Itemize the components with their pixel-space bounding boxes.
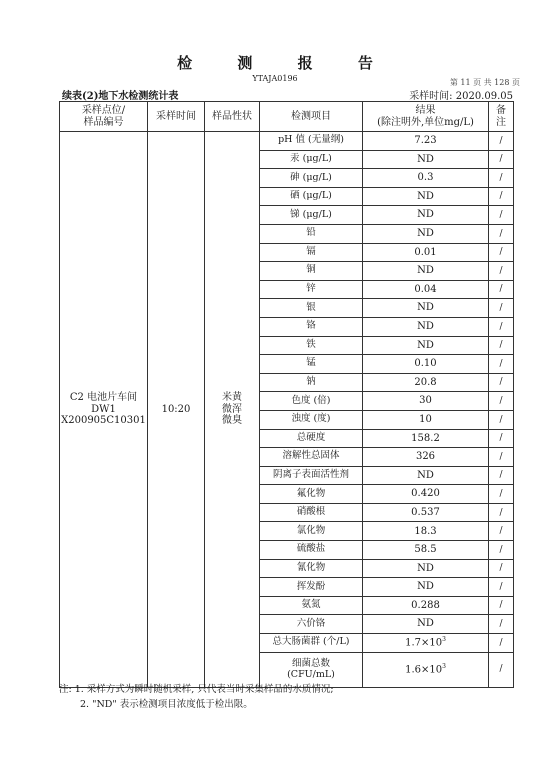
result-cell: ND	[363, 466, 489, 485]
remark-cell: /	[489, 559, 514, 578]
result-cell: ND	[363, 262, 489, 281]
remark-cell: /	[489, 317, 514, 336]
remark-cell: /	[489, 634, 514, 653]
item-cell: pH 值 (无量纲)	[260, 132, 363, 151]
remark-cell: /	[489, 336, 514, 355]
item-cell: 硒 (μg/L)	[260, 187, 363, 206]
sample-time-cell: 10:20	[148, 132, 205, 688]
report-title: 检 测 报 告	[177, 54, 393, 72]
result-cell: ND	[363, 615, 489, 634]
result-cell: ND	[363, 317, 489, 336]
document-number: YTAJA0196	[252, 74, 298, 83]
result-cell: 0.01	[363, 243, 489, 262]
remark-cell: /	[489, 466, 514, 485]
item-cell: 挥发酚	[260, 578, 363, 597]
result-cell: ND	[363, 559, 489, 578]
result-cell: ND	[363, 336, 489, 355]
remark-cell: /	[489, 224, 514, 243]
item-cell: 铬	[260, 317, 363, 336]
item-cell: 阴离子表面活性剂	[260, 466, 363, 485]
remark-cell: /	[489, 373, 514, 392]
result-cell: 0.420	[363, 485, 489, 504]
remark-cell: /	[489, 150, 514, 169]
result-cell: 0.3	[363, 169, 489, 188]
item-cell: 浊度 (度)	[260, 410, 363, 429]
remark-cell: /	[489, 132, 514, 151]
remark-cell: /	[489, 578, 514, 597]
item-cell: 总硬度	[260, 429, 363, 448]
remark-cell: /	[489, 280, 514, 299]
remark-cell: /	[489, 503, 514, 522]
sample-nature-cell: 米黄 微浑 微臭	[205, 132, 260, 688]
table-row	[60, 132, 514, 151]
result-cell: ND	[363, 299, 489, 318]
item-cell: 砷 (μg/L)	[260, 169, 363, 188]
remark-cell: /	[489, 187, 514, 206]
item-cell: 氟化物	[260, 485, 363, 504]
item-cell: 银	[260, 299, 363, 318]
remark-cell: /	[489, 243, 514, 262]
item-cell: 硫酸盐	[260, 541, 363, 560]
result-cell: 0.537	[363, 503, 489, 522]
item-cell: 锑 (μg/L)	[260, 206, 363, 225]
result-cell: 0.04	[363, 280, 489, 299]
remark-cell: /	[489, 541, 514, 560]
remark-cell: /	[489, 410, 514, 429]
result-cell: ND	[363, 224, 489, 243]
remark-cell: /	[489, 615, 514, 634]
item-cell: 硝酸根	[260, 503, 363, 522]
item-cell: 总大肠菌群 (个/L)	[260, 634, 363, 653]
remark-cell: /	[489, 262, 514, 281]
remark-cell: /	[489, 522, 514, 541]
result-cell: 10	[363, 410, 489, 429]
col-header-item: 检测项目	[260, 102, 363, 132]
item-cell: 铅	[260, 224, 363, 243]
remark-cell: /	[489, 652, 514, 687]
remark-cell: /	[489, 596, 514, 615]
groundwater-results-table	[59, 101, 514, 688]
notes	[59, 682, 334, 712]
item-cell: 氯化物	[260, 522, 363, 541]
page-number: 第 11 页 共 128 页	[449, 78, 520, 87]
item-cell: 锰	[260, 355, 363, 374]
result-cell: 58.5	[363, 541, 489, 560]
item-cell: 色度 (倍)	[260, 392, 363, 411]
result-cell: ND	[363, 206, 489, 225]
remark-cell: /	[489, 429, 514, 448]
result-cell: 0.10	[363, 355, 489, 374]
item-cell: 铁	[260, 336, 363, 355]
table-header-row	[60, 102, 514, 132]
remark-cell: /	[489, 299, 514, 318]
col-header-nature: 样品性状	[205, 102, 260, 132]
remark-cell: /	[489, 448, 514, 467]
result-cell: 30	[363, 392, 489, 411]
result-cell: 326	[363, 448, 489, 467]
result-cell: ND	[363, 187, 489, 206]
item-cell: 镉	[260, 243, 363, 262]
col-header-time: 采样时间	[148, 102, 205, 132]
result-cell: 18.3	[363, 522, 489, 541]
result-cell: ND	[363, 578, 489, 597]
table-caption: 续表(2)地下水检测统计表	[62, 91, 179, 102]
item-cell: 溶解性总固体	[260, 448, 363, 467]
remark-cell: /	[489, 392, 514, 411]
item-cell: 六价铬	[260, 615, 363, 634]
item-cell: 氨氮	[260, 596, 363, 615]
col-header-remark: 备 注	[489, 102, 514, 132]
remark-cell: /	[489, 485, 514, 504]
remark-cell: /	[489, 355, 514, 374]
item-cell: 汞 (μg/L)	[260, 150, 363, 169]
result-cell: $1.6\times 10^3$	[363, 652, 489, 687]
sampling-date: 采样时间: 2020.09.05	[409, 91, 513, 102]
result-cell: ND	[363, 150, 489, 169]
item-cell: 铜	[260, 262, 363, 281]
result-cell: $1.7\times 10^3$	[363, 634, 489, 653]
col-header-result: 结果 (除注明外,单位mg/L)	[363, 102, 489, 132]
item-cell: 细菌总数 (CFU/mL)	[260, 652, 363, 687]
remark-cell: /	[489, 206, 514, 225]
sample-point-cell: C2 电池片车间 DW1 X200905C10301	[60, 132, 148, 688]
result-cell: 20.8	[363, 373, 489, 392]
item-cell: 钠	[260, 373, 363, 392]
note-1: 注: 1. 采样方式为瞬时随机采样, 只代表当时采集样品的水质情况;	[59, 684, 334, 695]
result-cell: 158.2	[363, 429, 489, 448]
result-cell: 7.23	[363, 132, 489, 151]
result-cell: 0.288	[363, 596, 489, 615]
note-2: 2. "ND" 表示检测项目浓度低于检出限。	[80, 699, 253, 710]
item-cell: 氰化物	[260, 559, 363, 578]
col-header-point: 采样点位/ 样品编号	[60, 102, 148, 132]
remark-cell: /	[489, 169, 514, 188]
item-cell: 锌	[260, 280, 363, 299]
